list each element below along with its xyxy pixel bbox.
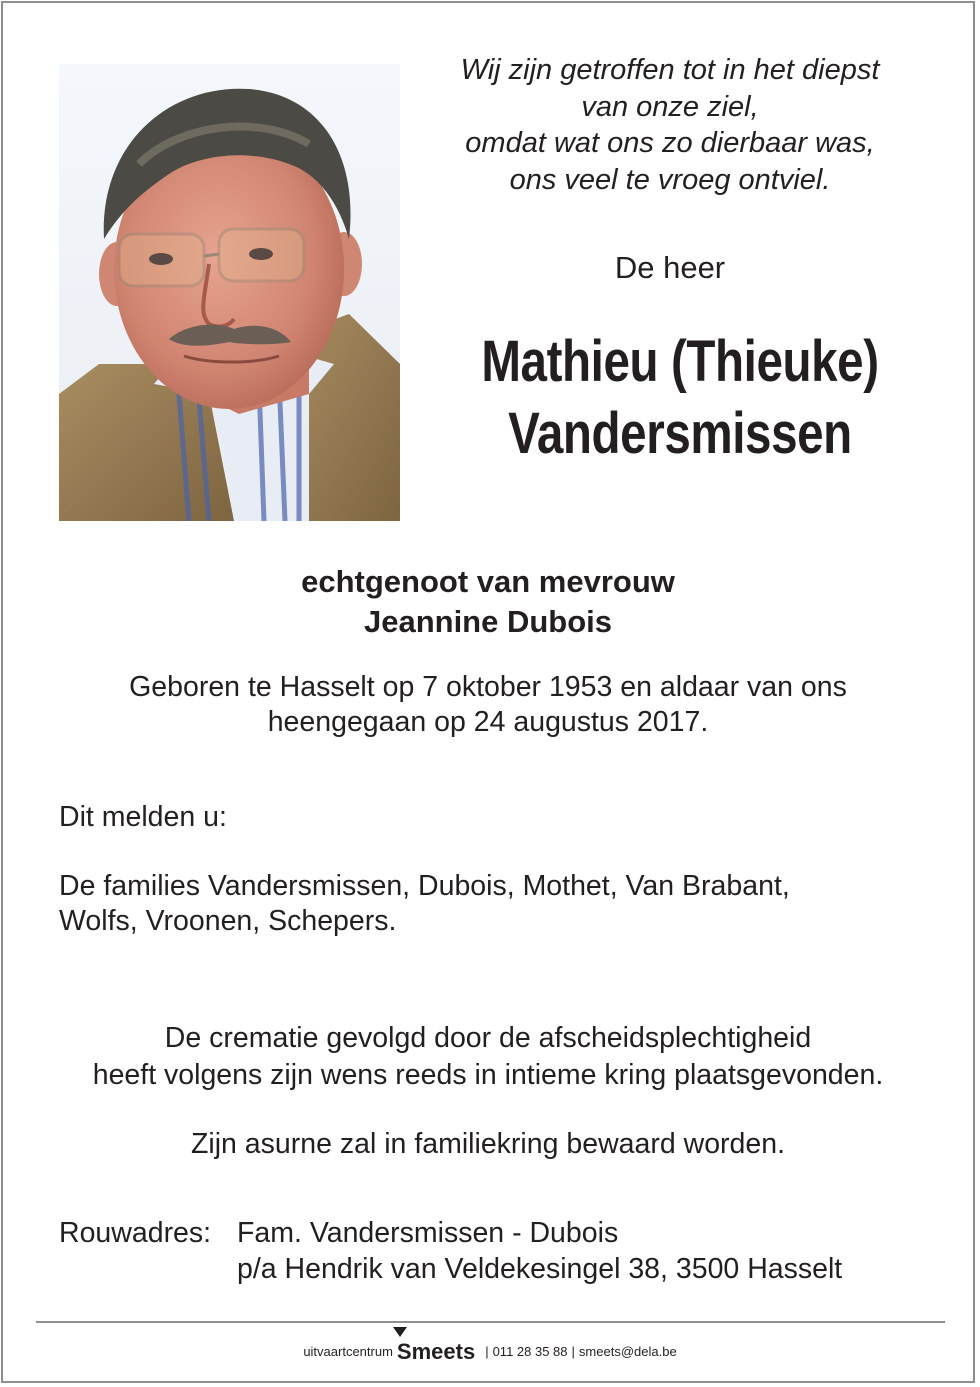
spouse-relation: echtgenoot van mevrouw: [301, 564, 675, 599]
families-line: De families Vandersmissen, Dubois, Mothet, Van Brabant,: [59, 870, 790, 902]
portrait-illustration: [59, 64, 400, 521]
cremation-line: De crematie gevolgd door de afscheidsplechtigheid: [164, 1022, 812, 1054]
deceased-name-last: Vandersmissen: [508, 401, 852, 466]
address-label: Rouwadres:: [59, 1217, 212, 1249]
cremation-notice: [0, 1020, 976, 1094]
footer-divider: [36, 1321, 945, 1323]
address-line: p/a Hendrik van Veldekesingel 38, 3500 Hasselt: [237, 1253, 843, 1285]
funeral-home-footer: [0, 1339, 980, 1365]
funeral-home-logo: Smeets: [396, 1339, 476, 1364]
footer-phone: 011 28 35 88: [492, 1344, 568, 1359]
poem-line: Wij zijn getroffen tot in het diepst: [460, 54, 880, 86]
footer-separator: |: [571, 1344, 575, 1359]
cremation-line: heeft volgens zijn wens reeds in intieme kring plaatsgevonden.: [92, 1059, 884, 1091]
spouse-info: [0, 562, 976, 642]
honorific: De heer: [614, 250, 726, 285]
footer-separator: |: [485, 1344, 489, 1359]
portrait-photo: [59, 64, 400, 521]
triangle-down-icon: [393, 1327, 407, 1337]
death-line: heengegaan op 24 augustus 2017.: [267, 706, 709, 738]
families-line: Wolfs, Vroonen, Schepers.: [59, 905, 397, 937]
memorial-poem: [420, 52, 920, 198]
deceased-name: [459, 326, 902, 470]
deceased-name-first: Mathieu (Thieuke): [481, 329, 879, 394]
footer-email: smeets@dela.be: [578, 1344, 677, 1359]
footer-prefix: uitvaartcentrum: [303, 1344, 393, 1359]
poem-line: van onze ziel,: [581, 90, 759, 123]
mourning-address: [59, 1215, 842, 1287]
birth-line: Geboren te Hasselt op 7 oktober 1953 en aldaar van ons: [129, 671, 847, 703]
urn-notice: Zijn asurne zal in familiekring bewaard worden.: [190, 1128, 786, 1160]
poem-line: omdat wat ons zo dierbaar was,: [465, 127, 875, 159]
spouse-name: Jeannine Dubois: [363, 604, 613, 639]
address-line: Fam. Vandersmissen - Dubois: [237, 1217, 619, 1249]
announcement-intro: Dit melden u:: [59, 801, 227, 833]
poem-line: ons veel te vroeg ontviel.: [509, 163, 831, 196]
families-list: [59, 869, 790, 939]
birth-death-info: [0, 670, 976, 740]
